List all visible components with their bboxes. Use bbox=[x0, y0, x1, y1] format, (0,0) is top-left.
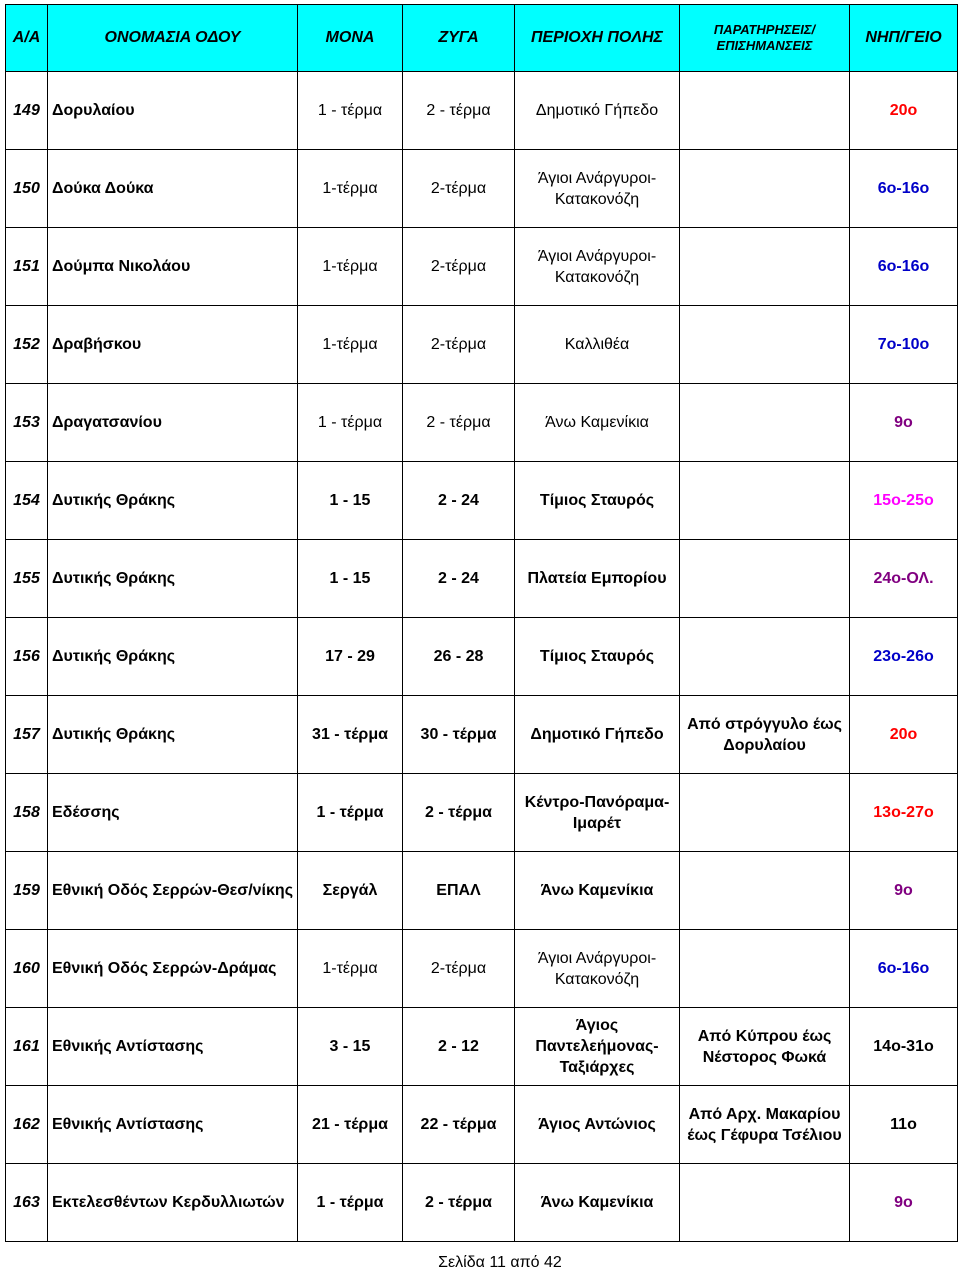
notes bbox=[680, 930, 850, 1008]
street-name: Δραγατσανίου bbox=[48, 384, 298, 462]
kindergarten-code: 24ο-ΟΛ. bbox=[850, 540, 958, 618]
kindergarten-code: 9ο bbox=[850, 1164, 958, 1242]
kindergarten-code: 9ο bbox=[850, 384, 958, 462]
page-footer bbox=[0, 1254, 960, 1272]
odd-range: 1 - 15 bbox=[298, 462, 403, 540]
city-area-line: Παντελεήμονας- bbox=[535, 1038, 659, 1055]
city-area bbox=[515, 72, 680, 150]
table-header bbox=[6, 5, 958, 72]
notes-line: Από Κύπρου έως bbox=[697, 1027, 832, 1045]
city-area-line: Κέντρο-Πανόραμα- bbox=[524, 793, 670, 811]
table-row bbox=[6, 306, 958, 384]
street-name: Δυτικής Θράκης bbox=[48, 462, 298, 540]
street-name: Δυτικής Θράκης bbox=[48, 696, 298, 774]
even-range: 2-τέρμα bbox=[403, 930, 515, 1008]
kindergarten-code: 14ο-31ο bbox=[850, 1008, 958, 1086]
row-number: 153 bbox=[6, 384, 48, 462]
header-notes bbox=[680, 5, 850, 72]
header-street-name: ΟΝΟΜΑΣΙΑ ΟΔΟΥ bbox=[48, 5, 298, 72]
header-area: ΠΕΡΙΟΧΗ ΠΟΛΗΣ bbox=[515, 5, 680, 72]
street-name: Εθνική Οδός Σερρών-Δράμας bbox=[48, 930, 298, 1008]
kindergarten-code: 6ο-16ο bbox=[850, 150, 958, 228]
odd-range: 1 - τέρμα bbox=[298, 774, 403, 852]
city-area-line: Κατακονόζη bbox=[554, 970, 640, 988]
even-range: 2-τέρμα bbox=[403, 228, 515, 306]
notes-line: Νέστορος Φωκά bbox=[702, 1048, 827, 1066]
city-area-line: Τίμιος Σταυρός bbox=[539, 492, 655, 509]
even-range: 2-τέρμα bbox=[403, 150, 515, 228]
kindergarten-code: 6ο-16ο bbox=[850, 228, 958, 306]
row-number: 163 bbox=[6, 1164, 48, 1242]
kindergarten-code: 11ο bbox=[850, 1086, 958, 1164]
header-notes-line-1: ΠΑΡΑΤΗΡΗΣΕΙΣ/ bbox=[713, 22, 816, 37]
odd-range: 1 - τέρμα bbox=[298, 72, 403, 150]
even-range: 2 - 24 bbox=[403, 540, 515, 618]
even-range: 2 - 12 bbox=[403, 1008, 515, 1086]
kindergarten-code: 13ο-27ο bbox=[850, 774, 958, 852]
odd-range: 1 - τέρμα bbox=[298, 1164, 403, 1242]
city-area bbox=[515, 1008, 680, 1086]
row-number: 158 bbox=[6, 774, 48, 852]
notes bbox=[680, 1164, 850, 1242]
even-range: 30 - τέρμα bbox=[403, 696, 515, 774]
city-area-line: Άνω Καμενίκια bbox=[540, 1194, 654, 1211]
notes-line: Από Αρχ. Μακαρίου bbox=[688, 1105, 841, 1123]
notes bbox=[680, 384, 850, 462]
kindergarten-code: 20ο bbox=[850, 696, 958, 774]
row-number: 152 bbox=[6, 306, 48, 384]
city-area-line: Άνω Καμενίκια bbox=[545, 414, 649, 431]
odd-range: Σεργάλ bbox=[298, 852, 403, 930]
city-area-line: Κατακονόζη bbox=[554, 268, 640, 286]
row-number: 162 bbox=[6, 1086, 48, 1164]
table-row bbox=[6, 462, 958, 540]
row-number: 149 bbox=[6, 72, 48, 150]
odd-range: 1-τέρμα bbox=[298, 306, 403, 384]
kindergarten-code: 7ο-10ο bbox=[850, 306, 958, 384]
odd-range: 1-τέρμα bbox=[298, 930, 403, 1008]
table-row bbox=[6, 384, 958, 462]
city-area-line: Άνω Καμενίκια bbox=[540, 882, 654, 899]
notes bbox=[680, 1008, 850, 1086]
page-number: Σελίδα 11 από 42 bbox=[438, 1254, 562, 1271]
notes bbox=[680, 306, 850, 384]
table-row bbox=[6, 774, 958, 852]
row-number: 155 bbox=[6, 540, 48, 618]
notes bbox=[680, 228, 850, 306]
odd-range: 21 - τέρμα bbox=[298, 1086, 403, 1164]
odd-range: 1 - 15 bbox=[298, 540, 403, 618]
row-number: 157 bbox=[6, 696, 48, 774]
notes bbox=[680, 150, 850, 228]
city-area bbox=[515, 384, 680, 462]
even-range: 2 - 24 bbox=[403, 462, 515, 540]
table-row bbox=[6, 150, 958, 228]
odd-range: 1-τέρμα bbox=[298, 150, 403, 228]
table-row bbox=[6, 72, 958, 150]
notes bbox=[680, 540, 850, 618]
street-name: Δυτικής Θράκης bbox=[48, 540, 298, 618]
street-name: Εθνικής Αντίστασης bbox=[48, 1008, 298, 1086]
city-area-line: Καλλιθέα bbox=[564, 336, 630, 353]
streets-table bbox=[5, 4, 958, 1242]
row-number: 161 bbox=[6, 1008, 48, 1086]
street-name: Δούκα Δούκα bbox=[48, 150, 298, 228]
notes-line: έως Γέφυρα Τσέλιου bbox=[687, 1126, 842, 1144]
kindergarten-code: 15ο-25ο bbox=[850, 462, 958, 540]
street-name: Εκτελεσθέντων Κερδυλλιωτών bbox=[48, 1164, 298, 1242]
city-area-line: Δημοτικό Γήπεδο bbox=[535, 102, 659, 119]
table-row bbox=[6, 852, 958, 930]
odd-range: 1 - τέρμα bbox=[298, 384, 403, 462]
notes bbox=[680, 72, 850, 150]
city-area bbox=[515, 1164, 680, 1242]
city-area-line: Τίμιος Σταυρός bbox=[539, 648, 655, 665]
notes-line: Από στρόγγυλο έως bbox=[687, 715, 842, 733]
street-name: Δραβήσκου bbox=[48, 306, 298, 384]
kindergarten-code: 9ο bbox=[850, 852, 958, 930]
kindergarten-code: 23ο-26ο bbox=[850, 618, 958, 696]
city-area bbox=[515, 618, 680, 696]
city-area bbox=[515, 228, 680, 306]
city-area-line: Ιμαρέτ bbox=[572, 814, 622, 832]
city-area-line: Ταξιάρχες bbox=[559, 1059, 635, 1076]
even-range: ΕΠΑΛ bbox=[403, 852, 515, 930]
city-area-line: Άγιοι Ανάργυροι- bbox=[537, 169, 657, 187]
row-number: 160 bbox=[6, 930, 48, 1008]
street-name: Δυτικής Θράκης bbox=[48, 618, 298, 696]
even-range: 26 - 28 bbox=[403, 618, 515, 696]
odd-range: 3 - 15 bbox=[298, 1008, 403, 1086]
notes bbox=[680, 852, 850, 930]
odd-range: 31 - τέρμα bbox=[298, 696, 403, 774]
street-name: Δούμπα Νικολάου bbox=[48, 228, 298, 306]
even-range: 2 - τέρμα bbox=[403, 774, 515, 852]
city-area-line: Άγιοι Ανάργυροι- bbox=[537, 949, 657, 967]
header-notes-line-2: ΕΠΙΣΗΜΑΝΣΕΙΣ bbox=[716, 38, 813, 53]
notes bbox=[680, 696, 850, 774]
row-number: 150 bbox=[6, 150, 48, 228]
city-area bbox=[515, 462, 680, 540]
odd-range: 1-τέρμα bbox=[298, 228, 403, 306]
city-area-line: Άγιοι Ανάργυροι- bbox=[537, 247, 657, 265]
notes bbox=[680, 618, 850, 696]
city-area-line: Άγιος bbox=[575, 1017, 619, 1034]
odd-range: 17 - 29 bbox=[298, 618, 403, 696]
street-name: Εδέσσης bbox=[48, 774, 298, 852]
city-area bbox=[515, 852, 680, 930]
table-row bbox=[6, 540, 958, 618]
city-area bbox=[515, 930, 680, 1008]
notes bbox=[680, 462, 850, 540]
city-area bbox=[515, 696, 680, 774]
city-area bbox=[515, 540, 680, 618]
table-row bbox=[6, 618, 958, 696]
row-number: 156 bbox=[6, 618, 48, 696]
city-area-line: Κατακονόζη bbox=[554, 190, 640, 208]
city-area-line: Άγιος Αντώνιος bbox=[538, 1116, 656, 1133]
city-area bbox=[515, 306, 680, 384]
header-even: ΖΥΓΑ bbox=[403, 5, 515, 72]
city-area bbox=[515, 1086, 680, 1164]
city-area bbox=[515, 150, 680, 228]
header-school: ΝΗΠ/ΓΕΙΟ bbox=[850, 5, 958, 72]
kindergarten-code: 6ο-16ο bbox=[850, 930, 958, 1008]
street-name: Δορυλαίου bbox=[48, 72, 298, 150]
street-name: Εθνικής Αντίστασης bbox=[48, 1086, 298, 1164]
even-range: 22 - τέρμα bbox=[403, 1086, 515, 1164]
notes bbox=[680, 1086, 850, 1164]
street-name: Εθνική Οδός Σερρών-Θεσ/νίκης bbox=[48, 852, 298, 930]
table-row bbox=[6, 1008, 958, 1086]
table-row bbox=[6, 696, 958, 774]
table-row bbox=[6, 1164, 958, 1242]
city-area-line: Πλατεία Εμπορίου bbox=[527, 570, 667, 587]
even-range: 2 - τέρμα bbox=[403, 1164, 515, 1242]
city-area-line: Δημοτικό Γήπεδο bbox=[530, 726, 664, 743]
row-number: 151 bbox=[6, 228, 48, 306]
table-body bbox=[6, 72, 958, 1242]
table-row bbox=[6, 228, 958, 306]
even-range: 2 - τέρμα bbox=[403, 384, 515, 462]
notes-line: Δορυλαίου bbox=[723, 736, 806, 754]
row-number: 159 bbox=[6, 852, 48, 930]
kindergarten-code: 20ο bbox=[850, 72, 958, 150]
even-range: 2-τέρμα bbox=[403, 306, 515, 384]
city-area bbox=[515, 774, 680, 852]
even-range: 2 - τέρμα bbox=[403, 72, 515, 150]
table-row bbox=[6, 930, 958, 1008]
header-aa: Α/Α bbox=[6, 5, 48, 72]
table-row bbox=[6, 1086, 958, 1164]
header-odd: ΜΟΝΑ bbox=[298, 5, 403, 72]
notes bbox=[680, 774, 850, 852]
row-number: 154 bbox=[6, 462, 48, 540]
